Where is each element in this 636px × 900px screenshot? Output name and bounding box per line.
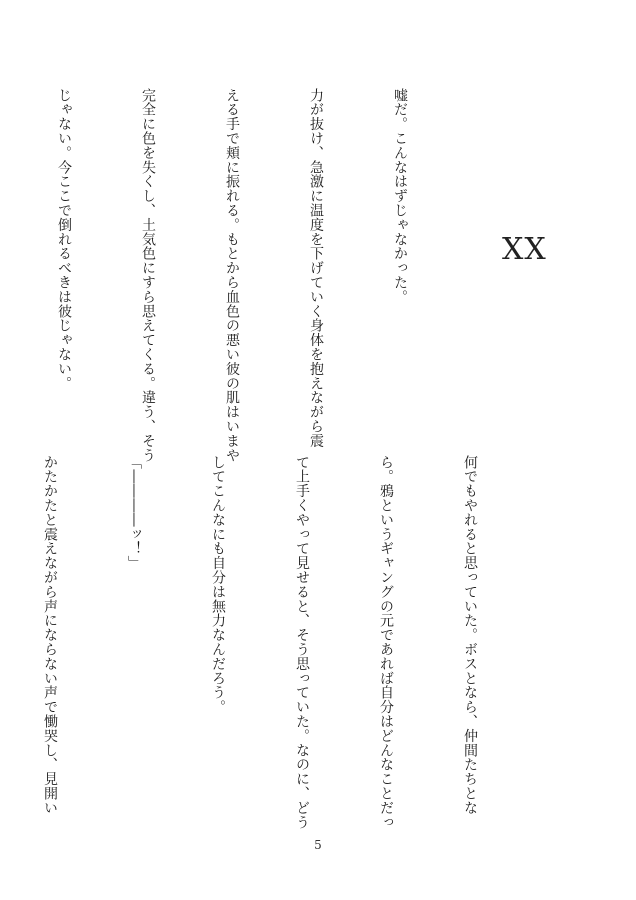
text-line: 嘘だ。こんなはずじゃなかった。 <box>392 88 408 304</box>
text-line: 完全に色を失くし、土気色にすら思えてくる。違う、そう <box>140 88 156 463</box>
page-number: 5 <box>314 838 322 852</box>
text-line: じゃない。今ここで倒れるべきは彼じゃない。 <box>56 88 72 391</box>
text-line: してこんなにも自分は無力なんだろう。 <box>210 455 226 715</box>
text-line: かたかたと震えながら声にならない声で慟哭し、見開い <box>42 455 58 815</box>
text-line: 何でもやれると思っていた。ボスとなら、仲間たちとな <box>462 455 478 815</box>
text-line: える手で頬に振れる。もとから血色の悪い彼の肌はいまや <box>224 88 240 463</box>
chapter-title: XX <box>502 232 547 267</box>
text-line: 力が抜け、急激に温度を下げていく身体を抱えながら震 <box>308 88 324 448</box>
text-line: ら。鴉というギャングの元であれば自分はどんなことだっ <box>378 455 394 830</box>
text-line: て上手くやって見せると、そう思っていた。なのに、どう <box>294 455 310 830</box>
upper-text-block <box>56 88 470 463</box>
text-line: 「――――ッ！」 <box>126 455 142 571</box>
lower-text-block <box>42 455 540 830</box>
